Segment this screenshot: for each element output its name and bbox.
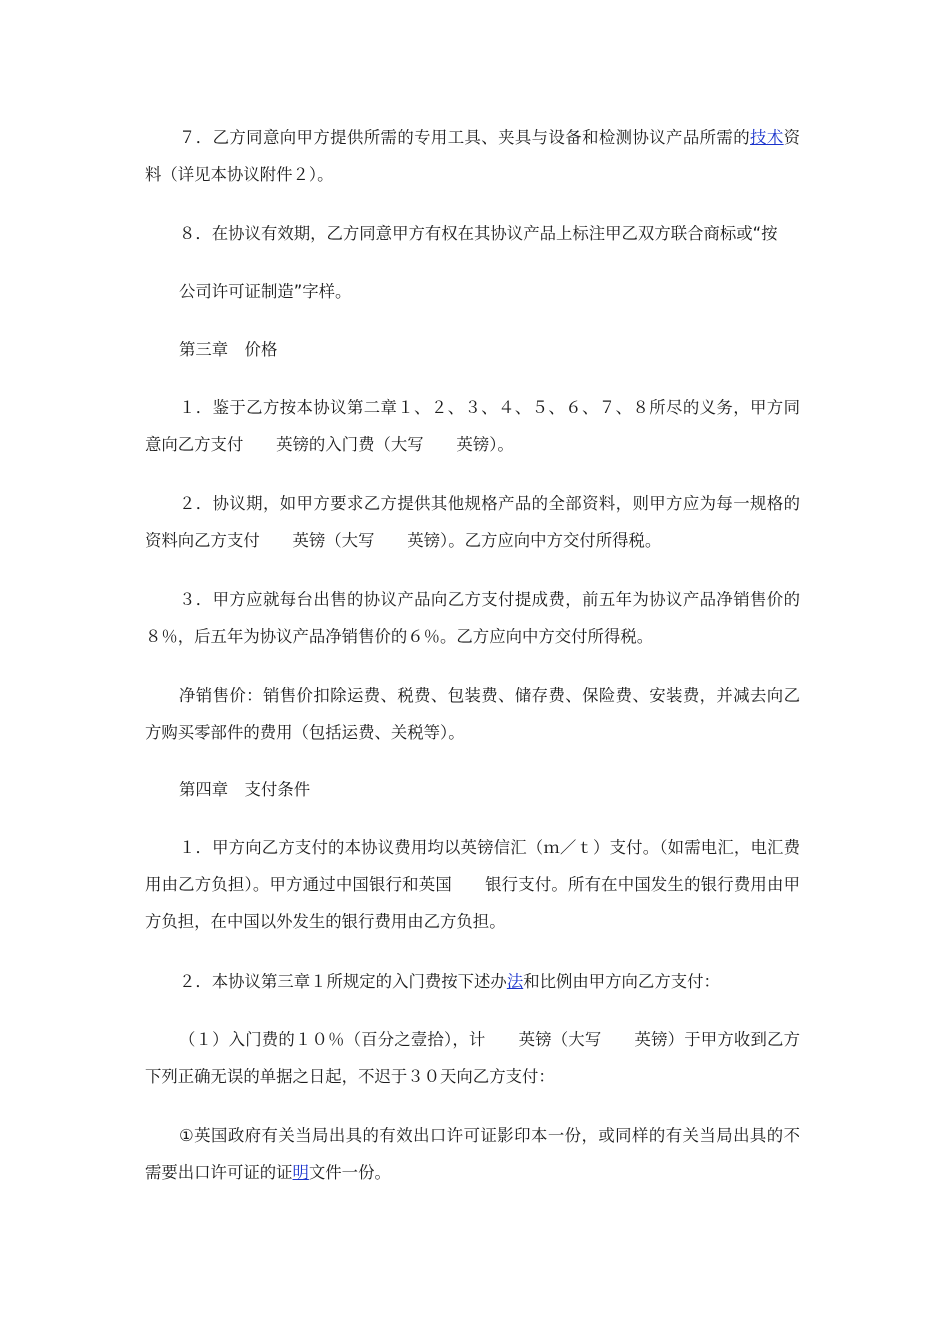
chapter-3-clause-3: ３．甲方应就每台出售的协议产品向乙方支付提成费，前五年为协议产品净销售价的８％，后五年为协议产品净销售价的６％。乙方应向中方交付所得税。 bbox=[145, 590, 800, 646]
chapter-4-clause-2-text-end: 和比例由甲方向乙方支付： bbox=[523, 972, 720, 991]
chapter-4-clause-2-item-1: （１）入门费的１０％（百分之壹拾），计 英镑（大写 英镑）于甲方收到乙方下列正确无误的单据之日起，不迟于３０天向乙方支付： bbox=[145, 1030, 800, 1086]
chapter-3-clause-1: １．鉴于乙方按本协议第二章１、２、３、４、５、６、７、８所尽的义务，甲方同意向乙方支付 英镑的入门费（大写 英镑）。 bbox=[145, 398, 800, 454]
chapter-4-clause-2-text: ２．本协议第三章１所规定的入门费按下述办 bbox=[179, 972, 507, 991]
chapter-3-title: 第三章 价格 bbox=[179, 340, 278, 359]
link-jishu[interactable]: 技术 bbox=[750, 128, 784, 147]
document-item-1-text-end: 文件一份。 bbox=[308, 1163, 391, 1182]
chapter-3-clause-2: ２．协议期，如甲方要求乙方提供其他规格产品的全部资料，则甲方应为每一规格的资料向乙方支付 英镑（大写 英镑）。乙方应向中方交付所得税。 bbox=[145, 494, 800, 550]
clause-7-text-end: 资料（详见本协议附件２）。 bbox=[145, 128, 801, 184]
chapter-4-title: 第四章 支付条件 bbox=[179, 780, 311, 799]
document-item-1-text: ①英国政府有关当局出具的有效出口许可证影印本一份，或同样的有关当局出具的不需要出口许可证的证 bbox=[145, 1126, 800, 1182]
link-fa[interactable]: 法 bbox=[506, 972, 524, 991]
clause-7 bbox=[145, 119, 800, 193]
link-ming[interactable]: 明 bbox=[292, 1163, 309, 1182]
clause-8-line2: 公司许可证制造”字样。 bbox=[179, 282, 352, 301]
clause-8-line1: ８．在协议有效期，乙方同意甲方有权在其协议产品上标注甲乙双方联合商标或“按 bbox=[179, 224, 778, 243]
chapter-4-document-item-1 bbox=[145, 1117, 800, 1191]
clause-7-text: ７．乙方同意向甲方提供所需的专用工具、夹具与设备和检测协议产品所需的 bbox=[179, 128, 751, 147]
chapter-4-clause-1: １．甲方向乙方支付的本协议费用均以英镑信汇（ｍ／ｔ）支付。（如需电汇，电汇费用由乙方负担）。甲方通过中国银行和英国 银行支付。所有在中国发生的银行费用由甲方负担，在中国以外发生的银行费用由乙方负担。 bbox=[145, 838, 800, 931]
net-price-definition: 净销售价：销售价扣除运费、税费、包装费、储存费、保险费、安装费，并减去向乙方购买零部件的费用（包括运费、关税等）。 bbox=[145, 686, 800, 742]
chapter-4-clause-2 bbox=[179, 963, 819, 1000]
